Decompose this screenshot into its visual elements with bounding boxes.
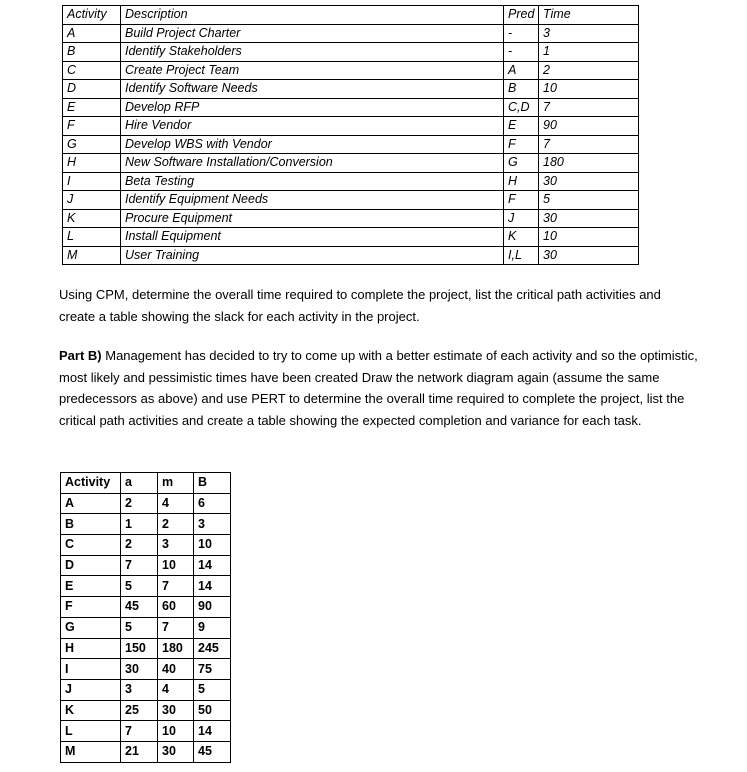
cell-description: Identify Software Needs xyxy=(121,80,504,99)
table-row xyxy=(61,493,231,514)
cell-time: 30 xyxy=(539,209,639,228)
cell-activity: K xyxy=(63,209,121,228)
cell-m: 4 xyxy=(158,679,194,700)
cell-time: 180 xyxy=(539,154,639,173)
cell-activity: I xyxy=(63,172,121,191)
cell-b: 14 xyxy=(194,555,231,576)
cell-a: 7 xyxy=(121,721,158,742)
cell-activity: G xyxy=(61,617,121,638)
table-row xyxy=(61,638,231,659)
table-row xyxy=(63,172,639,191)
cell-time: 5 xyxy=(539,191,639,210)
cell-a: 25 xyxy=(121,700,158,721)
cell-description: New Software Installation/Conversion xyxy=(121,154,504,173)
table-row xyxy=(61,597,231,618)
cell-description: Hire Vendor xyxy=(121,117,504,136)
cell-pred: C,D xyxy=(504,98,539,117)
cell-description: Identify Equipment Needs xyxy=(121,191,504,210)
cell-m: 7 xyxy=(158,576,194,597)
table-header-row xyxy=(61,473,231,494)
cell-pred: J xyxy=(504,209,539,228)
table-row xyxy=(63,61,639,80)
cell-pred: - xyxy=(504,43,539,62)
cell-a: 1 xyxy=(121,514,158,535)
cell-m: 180 xyxy=(158,638,194,659)
cell-m: 10 xyxy=(158,721,194,742)
cell-m: 40 xyxy=(158,659,194,680)
table-row xyxy=(63,228,639,247)
cell-description: Develop WBS with Vendor xyxy=(121,135,504,154)
cell-m: 10 xyxy=(158,555,194,576)
cell-time: 7 xyxy=(539,98,639,117)
cell-activity: F xyxy=(63,117,121,136)
cell-m: 30 xyxy=(158,741,194,762)
table-row xyxy=(63,154,639,173)
table-row xyxy=(61,700,231,721)
header-pessimistic: B xyxy=(194,473,231,494)
cell-a: 5 xyxy=(121,617,158,638)
cell-b: 5 xyxy=(194,679,231,700)
cell-b: 9 xyxy=(194,617,231,638)
cell-activity: C xyxy=(63,61,121,80)
cell-a: 45 xyxy=(121,597,158,618)
table-row xyxy=(61,555,231,576)
cell-pred: I,L xyxy=(504,246,539,265)
header-pred: Pred xyxy=(504,6,539,25)
header-activity: Activity xyxy=(61,473,121,494)
table-row xyxy=(61,721,231,742)
cell-a: 3 xyxy=(121,679,158,700)
table-row xyxy=(63,80,639,99)
cell-b: 245 xyxy=(194,638,231,659)
cell-activity: A xyxy=(63,24,121,43)
table-row xyxy=(61,535,231,556)
cell-pred: K xyxy=(504,228,539,247)
table-row xyxy=(61,576,231,597)
header-activity: Activity xyxy=(63,6,121,25)
cell-a: 2 xyxy=(121,493,158,514)
cell-time: 2 xyxy=(539,61,639,80)
cell-activity: C xyxy=(61,535,121,556)
cell-description: User Training xyxy=(121,246,504,265)
cell-pred: E xyxy=(504,117,539,136)
pert-table xyxy=(60,472,231,763)
cell-time: 30 xyxy=(539,246,639,265)
cell-b: 90 xyxy=(194,597,231,618)
cell-activity: D xyxy=(63,80,121,99)
table-row xyxy=(63,135,639,154)
cell-a: 2 xyxy=(121,535,158,556)
cell-b: 10 xyxy=(194,535,231,556)
table-row xyxy=(61,659,231,680)
cell-time: 10 xyxy=(539,228,639,247)
cell-m: 30 xyxy=(158,700,194,721)
header-description: Description xyxy=(121,6,504,25)
cell-activity: E xyxy=(63,98,121,117)
cell-activity: L xyxy=(61,721,121,742)
cell-b: 3 xyxy=(194,514,231,535)
cell-m: 7 xyxy=(158,617,194,638)
cell-time: 10 xyxy=(539,80,639,99)
cpm-question-paragraph: Using CPM, determine the overall time required to complete the project, list the critical path activities and create a table showing the slack for each activity in the project. xyxy=(59,287,661,324)
cell-activity: J xyxy=(63,191,121,210)
cell-activity: G xyxy=(63,135,121,154)
cell-activity: H xyxy=(61,638,121,659)
part-b-text: Management has decided to try to come up with a better estimate of each activity and so the optimistic, most likely and pessimistic times have been created Draw the network diagram again (assume the same predecessors as above) and use PERT to determine the overall time required to complete the project, list the critical path activities and create a table showing the expected completion and variance for each task. xyxy=(59,348,698,428)
cell-activity: B xyxy=(63,43,121,62)
table-row xyxy=(63,191,639,210)
cell-b: 14 xyxy=(194,721,231,742)
cell-pred: A xyxy=(504,61,539,80)
cell-m: 3 xyxy=(158,535,194,556)
cell-b: 45 xyxy=(194,741,231,762)
cell-activity: I xyxy=(61,659,121,680)
table-row xyxy=(61,617,231,638)
cell-a: 30 xyxy=(121,659,158,680)
cell-pred: F xyxy=(504,135,539,154)
cell-m: 2 xyxy=(158,514,194,535)
cell-description: Procure Equipment xyxy=(121,209,504,228)
table-row xyxy=(63,209,639,228)
cell-time: 90 xyxy=(539,117,639,136)
part-b-label: Part B) xyxy=(59,348,102,363)
table-row xyxy=(63,98,639,117)
cell-m: 4 xyxy=(158,493,194,514)
cell-b: 50 xyxy=(194,700,231,721)
cell-b: 14 xyxy=(194,576,231,597)
header-optimistic: a xyxy=(121,473,158,494)
cell-activity: A xyxy=(61,493,121,514)
table-row xyxy=(63,43,639,62)
table-row xyxy=(63,24,639,43)
cell-pred: B xyxy=(504,80,539,99)
part-b-paragraph xyxy=(59,345,699,431)
cell-activity: F xyxy=(61,597,121,618)
table-header-row xyxy=(63,6,639,25)
cell-a: 150 xyxy=(121,638,158,659)
cell-activity: M xyxy=(61,741,121,762)
cell-time: 30 xyxy=(539,172,639,191)
cell-a: 5 xyxy=(121,576,158,597)
cell-description: Identify Stakeholders xyxy=(121,43,504,62)
cell-a: 21 xyxy=(121,741,158,762)
cell-time: 1 xyxy=(539,43,639,62)
header-time: Time xyxy=(539,6,639,25)
cell-description: Install Equipment xyxy=(121,228,504,247)
cell-time: 3 xyxy=(539,24,639,43)
cell-pred: H xyxy=(504,172,539,191)
table-row xyxy=(61,679,231,700)
cell-description: Beta Testing xyxy=(121,172,504,191)
table-row xyxy=(61,514,231,535)
cell-pred: F xyxy=(504,191,539,210)
cell-activity: M xyxy=(63,246,121,265)
cell-activity: J xyxy=(61,679,121,700)
cell-pred: G xyxy=(504,154,539,173)
cell-activity: H xyxy=(63,154,121,173)
cell-b: 75 xyxy=(194,659,231,680)
cell-activity: D xyxy=(61,555,121,576)
table-row xyxy=(61,741,231,762)
cell-activity: B xyxy=(61,514,121,535)
cell-activity: L xyxy=(63,228,121,247)
table-row xyxy=(63,246,639,265)
cell-pred: - xyxy=(504,24,539,43)
cell-time: 7 xyxy=(539,135,639,154)
cell-activity: E xyxy=(61,576,121,597)
cell-m: 60 xyxy=(158,597,194,618)
cell-a: 7 xyxy=(121,555,158,576)
header-most-likely: m xyxy=(158,473,194,494)
cell-description: Create Project Team xyxy=(121,61,504,80)
cell-description: Develop RFP xyxy=(121,98,504,117)
cell-description: Build Project Charter xyxy=(121,24,504,43)
cell-b: 6 xyxy=(194,493,231,514)
cell-activity: K xyxy=(61,700,121,721)
table-row xyxy=(63,117,639,136)
activity-table xyxy=(62,5,639,265)
